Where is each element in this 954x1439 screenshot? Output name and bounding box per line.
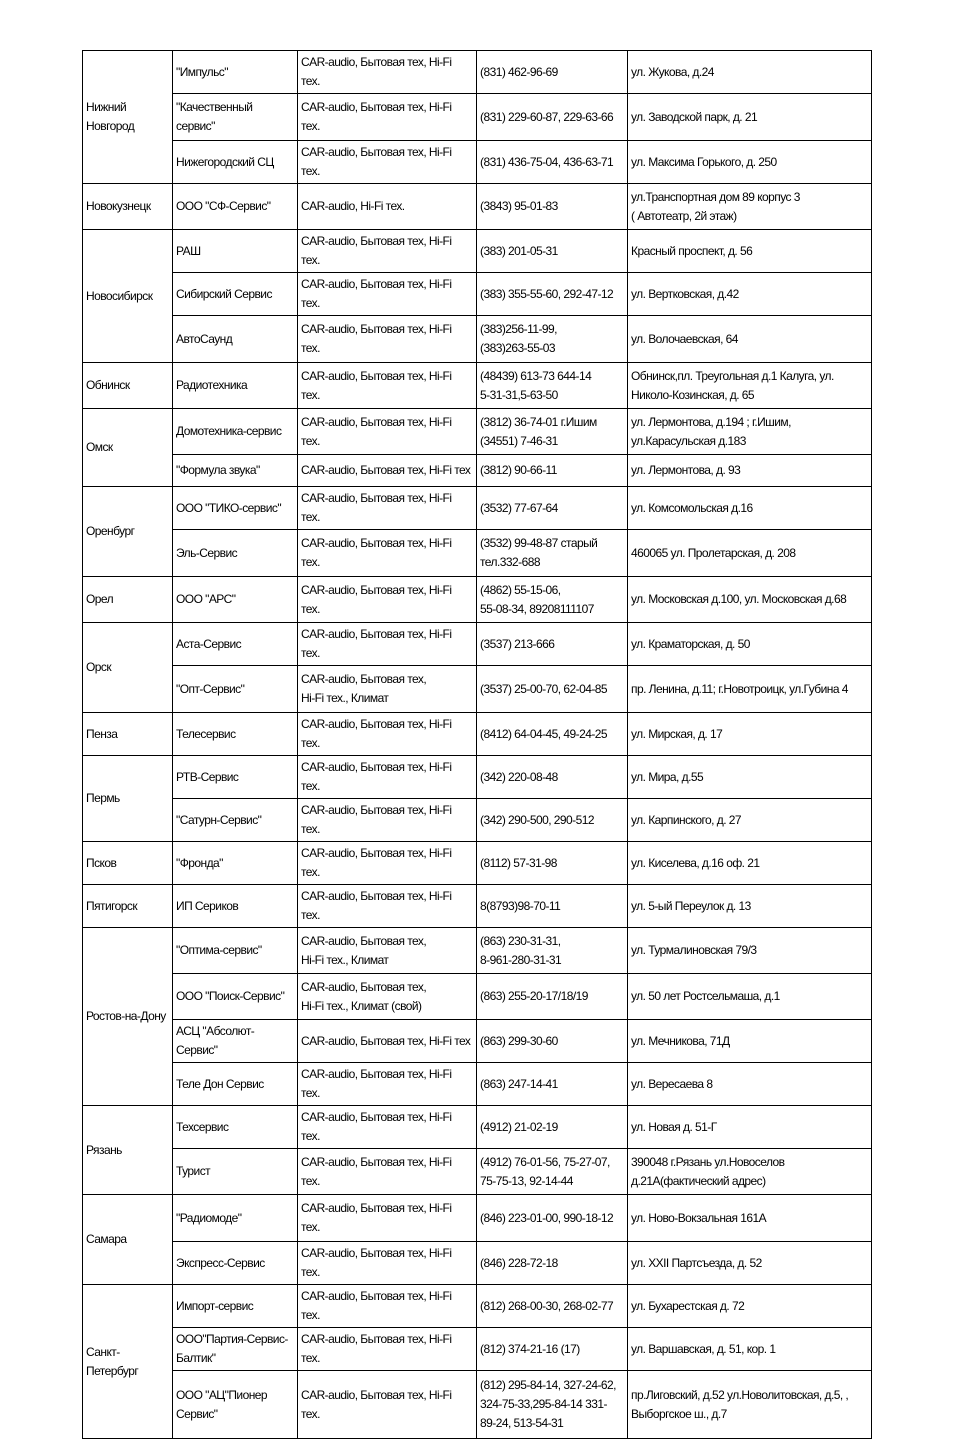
center-name-cell: Экспресс-Сервис — [173, 1242, 298, 1285]
address-cell: ул. Жукова, д.24 — [628, 51, 872, 94]
address-cell: ул. Комсомольская д.16 — [628, 487, 872, 530]
phone-cell: (863) 230-31-31, 8-961-280-31-31 — [477, 928, 628, 974]
phone-cell: (383)256-11-99, (383)263-55-03 — [477, 316, 628, 363]
service-type-cell: CAR-audio, Бытовая тех, Hi-Fi тех. — [298, 94, 477, 141]
center-name-cell: "Оптима-сервис" — [173, 928, 298, 974]
center-name-cell: РТВ-Сервис — [173, 756, 298, 799]
phone-cell: 8(8793)98-70-11 — [477, 885, 628, 928]
phone-cell: (3537) 213-666 — [477, 623, 628, 666]
center-name-cell: "Импульс" — [173, 51, 298, 94]
city-cell: Санкт- Петербург — [83, 1285, 173, 1439]
address-cell: ул. Турмалиновская 79/3 — [628, 928, 872, 974]
table-row — [83, 842, 872, 885]
phone-cell: (4912) 76-01-56, 75-27-07, 75-75-13, 92-14-44 — [477, 1149, 628, 1195]
phone-cell: (4862) 55-15-06, 55-08-34, 89208111107 — [477, 577, 628, 623]
service-type-cell: CAR-audio, Бытовая тех, Hi-Fi тех. — [298, 1242, 477, 1285]
address-cell: Красный проспект, д. 56 — [628, 230, 872, 273]
phone-cell: (863) 299-30-60 — [477, 1020, 628, 1063]
address-cell: ул. Ново-Вокзальная 161А — [628, 1195, 872, 1242]
phone-cell: (4912) 21-02-19 — [477, 1106, 628, 1149]
city-cell: Пермь — [83, 756, 173, 842]
service-type-cell: CAR-audio, Бытовая тех, Hi-Fi тех., Климат — [298, 666, 477, 713]
table-row — [83, 1328, 872, 1371]
service-type-cell: CAR-audio, Бытовая тех, Hi-Fi тех., Климат — [298, 928, 477, 974]
address-cell: 460065 ул. Пролетарская, д. 208 — [628, 530, 872, 577]
service-type-cell: CAR-audio, Бытовая тех, Hi-Fi тех. — [298, 623, 477, 666]
address-cell: ул. Мечникова, 71Д — [628, 1020, 872, 1063]
center-name-cell: ООО "АРС" — [173, 577, 298, 623]
phone-cell: (3812) 36-74-01 г.Ишим (34551) 7-46-31 — [477, 409, 628, 455]
center-name-cell: ООО "Поиск-Сервис" — [173, 974, 298, 1020]
service-type-cell: CAR-audio, Бытовая тех, Hi-Fi тех. — [298, 141, 477, 184]
center-name-cell: Телесервис — [173, 713, 298, 756]
service-type-cell: CAR-audio, Бытовая тех, Hi-Fi тех. — [298, 363, 477, 409]
address-cell: 390048 г.Рязань ул.Новоселов д.21А(фактический адрес) — [628, 1149, 872, 1195]
service-type-cell: CAR-audio, Бытовая тех, Hi-Fi тех — [298, 455, 477, 487]
service-type-cell: CAR-audio, Бытовая тех, Hi-Fi тех. — [298, 51, 477, 94]
service-type-cell: CAR-audio, Бытовая тех, Hi-Fi тех. — [298, 1285, 477, 1328]
center-name-cell: "Радиомоде" — [173, 1195, 298, 1242]
service-type-cell: CAR-audio, Бытовая тех, Hi-Fi тех. — [298, 713, 477, 756]
city-cell: Новосибирск — [83, 230, 173, 363]
city-cell: Ростов-на-Дону — [83, 928, 173, 1106]
address-cell: ул. Варшавская, д. 51, кор. 1 — [628, 1328, 872, 1371]
table-row — [83, 94, 872, 141]
center-name-cell: Аста-Сервис — [173, 623, 298, 666]
address-cell: ул. Мирская, д. 17 — [628, 713, 872, 756]
service-type-cell: CAR-audio, Бытовая тех, Hi-Fi тех. — [298, 1195, 477, 1242]
table-row — [83, 666, 872, 713]
center-name-cell: ООО"Партия-Сервис- Балтик" — [173, 1328, 298, 1371]
phone-cell: (3537) 25-00-70, 62-04-85 — [477, 666, 628, 713]
address-cell: Обнинск,пл. Треугольная д.1 Калуга, ул. Николо-Козинская, д. 65 — [628, 363, 872, 409]
center-name-cell: АвтоСаунд — [173, 316, 298, 363]
center-name-cell: АСЦ "Абсолют-Сервис" — [173, 1020, 298, 1063]
phone-cell: (383) 355-55-60, 292-47-12 — [477, 273, 628, 316]
service-type-cell: CAR-audio, Бытовая тех, Hi-Fi тех. — [298, 799, 477, 842]
phone-cell: (812) 295-84-14, 327-24-62, 324-75-33,295-84-14 331- 89-24, 513-54-31 — [477, 1371, 628, 1439]
phone-cell: (846) 228-72-18 — [477, 1242, 628, 1285]
phone-cell: (812) 268-00-30, 268-02-77 — [477, 1285, 628, 1328]
phone-cell: (8412) 64-04-45, 49-24-25 — [477, 713, 628, 756]
service-type-cell: CAR-audio, Бытовая тех, Hi-Fi тех — [298, 1020, 477, 1063]
center-name-cell: "Формула звука" — [173, 455, 298, 487]
phone-cell: (3532) 77-67-64 — [477, 487, 628, 530]
table-row — [83, 409, 872, 455]
city-cell: Самара — [83, 1195, 173, 1285]
address-cell: ул. Бухарестская д. 72 — [628, 1285, 872, 1328]
table-row — [83, 974, 872, 1020]
center-name-cell: Нижегородский СЦ — [173, 141, 298, 184]
service-type-cell: CAR-audio, Бытовая тех, Hi-Fi тех. — [298, 1106, 477, 1149]
table-row — [83, 756, 872, 799]
phone-cell: (3812) 90-66-11 — [477, 455, 628, 487]
center-name-cell: "Сатурн-Сервис" — [173, 799, 298, 842]
table-row — [83, 1285, 872, 1328]
service-type-cell: CAR-audio, Hi-Fi тех. — [298, 184, 477, 230]
table-row — [83, 230, 872, 273]
table-row — [83, 273, 872, 316]
table-row — [83, 1020, 872, 1063]
service-type-cell: CAR-audio, Бытовая тех, Hi-Fi тех. — [298, 842, 477, 885]
address-cell: ул. Лермонтова, д.194 ; г.Ишим, ул.Карасульская д.183 — [628, 409, 872, 455]
phone-cell: (846) 223-01-00, 990-18-12 — [477, 1195, 628, 1242]
address-cell: ул. Краматорская, д. 50 — [628, 623, 872, 666]
service-type-cell: CAR-audio, Бытовая тех, Hi-Fi тех. — [298, 487, 477, 530]
address-cell: ул. XXII Партсъезда, д. 52 — [628, 1242, 872, 1285]
center-name-cell: Турист — [173, 1149, 298, 1195]
service-type-cell: CAR-audio, Бытовая тех, Hi-Fi тех. — [298, 230, 477, 273]
service-type-cell: CAR-audio, Бытовая тех, Hi-Fi тех. — [298, 1371, 477, 1439]
phone-cell: (831) 462-96-69 — [477, 51, 628, 94]
table-row — [83, 928, 872, 974]
table-row — [83, 363, 872, 409]
address-cell: ул. Вертковская, д.42 — [628, 273, 872, 316]
service-type-cell: CAR-audio, Бытовая тех, Hi-Fi тех. — [298, 530, 477, 577]
phone-cell: (3532) 99-48-87 старый тел.332-688 — [477, 530, 628, 577]
service-type-cell: CAR-audio, Бытовая тех, Hi-Fi тех. — [298, 409, 477, 455]
table-row — [83, 1063, 872, 1106]
address-cell: ул. Мира, д.55 — [628, 756, 872, 799]
address-cell: ул.Транспортная дом 89 корпус 3 ( Автотеатр, 2й этаж) — [628, 184, 872, 230]
address-cell: ул. Киселева, д.16 оф. 21 — [628, 842, 872, 885]
table-row — [83, 184, 872, 230]
service-type-cell: CAR-audio, Бытовая тех, Hi-Fi тех. — [298, 885, 477, 928]
address-cell: ул. Волочаевская, 64 — [628, 316, 872, 363]
table-row — [83, 51, 872, 94]
service-type-cell: CAR-audio, Бытовая тех, Hi-Fi тех. — [298, 756, 477, 799]
center-name-cell: "Опт-Сервис" — [173, 666, 298, 713]
center-name-cell: ИП Сериков — [173, 885, 298, 928]
address-cell: ул. 5-ый Переулок д. 13 — [628, 885, 872, 928]
table-row — [83, 1106, 872, 1149]
phone-cell: (831) 436-75-04, 436-63-71 — [477, 141, 628, 184]
address-cell: ул. Московская д.100, ул. Московская д.68 — [628, 577, 872, 623]
city-cell: Пенза — [83, 713, 173, 756]
table-row — [83, 1149, 872, 1195]
center-name-cell: ООО "АЦ"Пионер Сервис" — [173, 1371, 298, 1439]
address-cell: ул. Заводской парк, д. 21 — [628, 94, 872, 141]
phone-cell: (383) 201-05-31 — [477, 230, 628, 273]
city-cell: Рязань — [83, 1106, 173, 1195]
center-name-cell: "Фронда" — [173, 842, 298, 885]
table-row — [83, 141, 872, 184]
service-type-cell: CAR-audio, Бытовая тех, Hi-Fi тех. — [298, 1328, 477, 1371]
city-cell: Обнинск — [83, 363, 173, 409]
center-name-cell: ООО "СФ-Сервис" — [173, 184, 298, 230]
phone-cell: (863) 247-14-41 — [477, 1063, 628, 1106]
center-name-cell: Радиотехника — [173, 363, 298, 409]
phone-cell: (831) 229-60-87, 229-63-66 — [477, 94, 628, 141]
phone-cell: (342) 220-08-48 — [477, 756, 628, 799]
service-centers-body — [83, 51, 872, 1439]
table-row — [83, 530, 872, 577]
center-name-cell: Сибирский Сервис — [173, 273, 298, 316]
address-cell: ул. Максима Горького, д. 250 — [628, 141, 872, 184]
phone-cell: (8112) 57-31-98 — [477, 842, 628, 885]
service-type-cell: CAR-audio, Бытовая тех, Hi-Fi тех. — [298, 273, 477, 316]
table-row — [83, 623, 872, 666]
service-type-cell: CAR-audio, Бытовая тех, Hi-Fi тех. — [298, 1063, 477, 1106]
table-row — [83, 1242, 872, 1285]
service-type-cell: CAR-audio, Бытовая тех, Hi-Fi тех., Климат (свой) — [298, 974, 477, 1020]
city-cell: Орел — [83, 577, 173, 623]
address-cell: пр. Ленина, д.11; г.Новотроицк, ул.Губина 4 — [628, 666, 872, 713]
table-row — [83, 799, 872, 842]
city-cell: Пятигорск — [83, 885, 173, 928]
city-cell: Новокузнецк — [83, 184, 173, 230]
phone-cell: (812) 374-21-16 (17) — [477, 1328, 628, 1371]
center-name-cell: Домотехника-сервис — [173, 409, 298, 455]
table-row — [83, 577, 872, 623]
city-cell: Омск — [83, 409, 173, 487]
service-type-cell: CAR-audio, Бытовая тех, Hi-Fi тех. — [298, 577, 477, 623]
city-cell: Нижний Новгород — [83, 51, 173, 184]
table-row — [83, 713, 872, 756]
table-row — [83, 487, 872, 530]
address-cell: пр.Лиговский, д.52 ул.Новолитовская, д.5, , Выборгское ш., д.7 — [628, 1371, 872, 1439]
address-cell: ул. Карпинского, д. 27 — [628, 799, 872, 842]
city-cell: Орск — [83, 623, 173, 713]
center-name-cell: Эль-Сервис — [173, 530, 298, 577]
center-name-cell: "Качественный сервис" — [173, 94, 298, 141]
table-row — [83, 1195, 872, 1242]
service-type-cell: CAR-audio, Бытовая тех, Hi-Fi тех. — [298, 1149, 477, 1195]
table-row — [83, 885, 872, 928]
city-cell: Псков — [83, 842, 173, 885]
table-row — [83, 455, 872, 487]
address-cell: ул. Новая д. 51-Г — [628, 1106, 872, 1149]
center-name-cell: Теле Дон Сервис — [173, 1063, 298, 1106]
center-name-cell: ООО "ТИКО-сервис" — [173, 487, 298, 530]
center-name-cell: Техсервис — [173, 1106, 298, 1149]
center-name-cell: Импорт-сервис — [173, 1285, 298, 1328]
address-cell: ул. Вересаева 8 — [628, 1063, 872, 1106]
phone-cell: (342) 290-500, 290-512 — [477, 799, 628, 842]
table-row — [83, 1371, 872, 1439]
address-cell: ул. Лермонтова, д. 93 — [628, 455, 872, 487]
phone-cell: (3843) 95-01-83 — [477, 184, 628, 230]
phone-cell: (48439) 613-73 644-14 5-31-31,5-63-50 — [477, 363, 628, 409]
service-centers-table — [82, 50, 872, 1439]
city-cell: Оренбург — [83, 487, 173, 577]
service-type-cell: CAR-audio, Бытовая тех, Hi-Fi тех. — [298, 316, 477, 363]
table-row — [83, 316, 872, 363]
center-name-cell: РАШ — [173, 230, 298, 273]
phone-cell: (863) 255-20-17/18/19 — [477, 974, 628, 1020]
address-cell: ул. 50 лет Ростсельмаша, д.1 — [628, 974, 872, 1020]
